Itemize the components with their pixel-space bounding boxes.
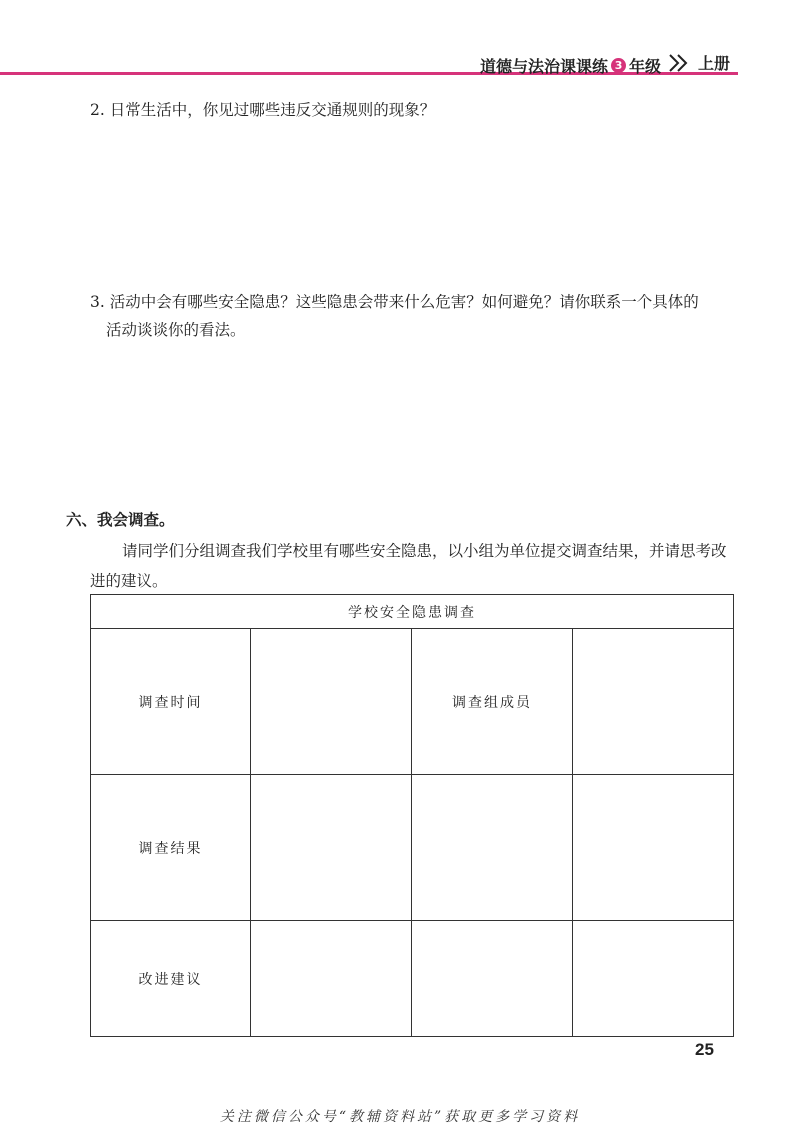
footer-note: 关注微信公众号“教辅资料站”获取更多学习资料 [219, 1109, 581, 1125]
survey-result-cell-2[interactable] [412, 775, 573, 921]
survey-suggestion-cell-3[interactable] [573, 921, 734, 1037]
book-title: 道德与法治课课练 [480, 57, 609, 76]
grade-badge: 3 [611, 58, 626, 73]
survey-result-label: 调查结果 [91, 775, 251, 921]
question-3-line2: 活动谈谈你的看法。 [106, 321, 246, 339]
survey-members-cell[interactable] [573, 629, 734, 775]
table-caption: 学校安全隐患调查 [91, 595, 734, 629]
survey-result-cell-1[interactable] [251, 775, 412, 921]
grade-label: 年级 [629, 57, 662, 76]
survey-time-cell[interactable] [251, 629, 412, 775]
question-2: 2. 日常生活中，你见过哪些违反交通规则的现象？ [90, 101, 436, 119]
safety-survey-table [90, 594, 734, 1037]
survey-time-label: 调查时间 [91, 629, 251, 775]
survey-suggestion-label: 改进建议 [91, 921, 251, 1037]
survey-result-cell-3[interactable] [573, 775, 734, 921]
survey-suggestion-cell-1[interactable] [251, 921, 412, 1037]
header-title [480, 54, 661, 77]
question-3-line1: 3. 活动中会有哪些安全隐患？这些隐患会带来什么危害？如何避免？请你联系一个具体的 [90, 293, 699, 311]
volume-label: 上册 [697, 54, 730, 73]
survey-suggestion-cell-2[interactable] [412, 921, 573, 1037]
page-number: 25 [695, 1040, 714, 1059]
section-6-title: 六、我会调查。 [66, 510, 175, 529]
survey-members-label: 调查组成员 [412, 629, 573, 775]
section-6-instructions: 请同学们分组调查我们学校里有哪些安全隐患，以小组为单位提交调查结果，并请思考改进的建议。 [90, 542, 727, 590]
